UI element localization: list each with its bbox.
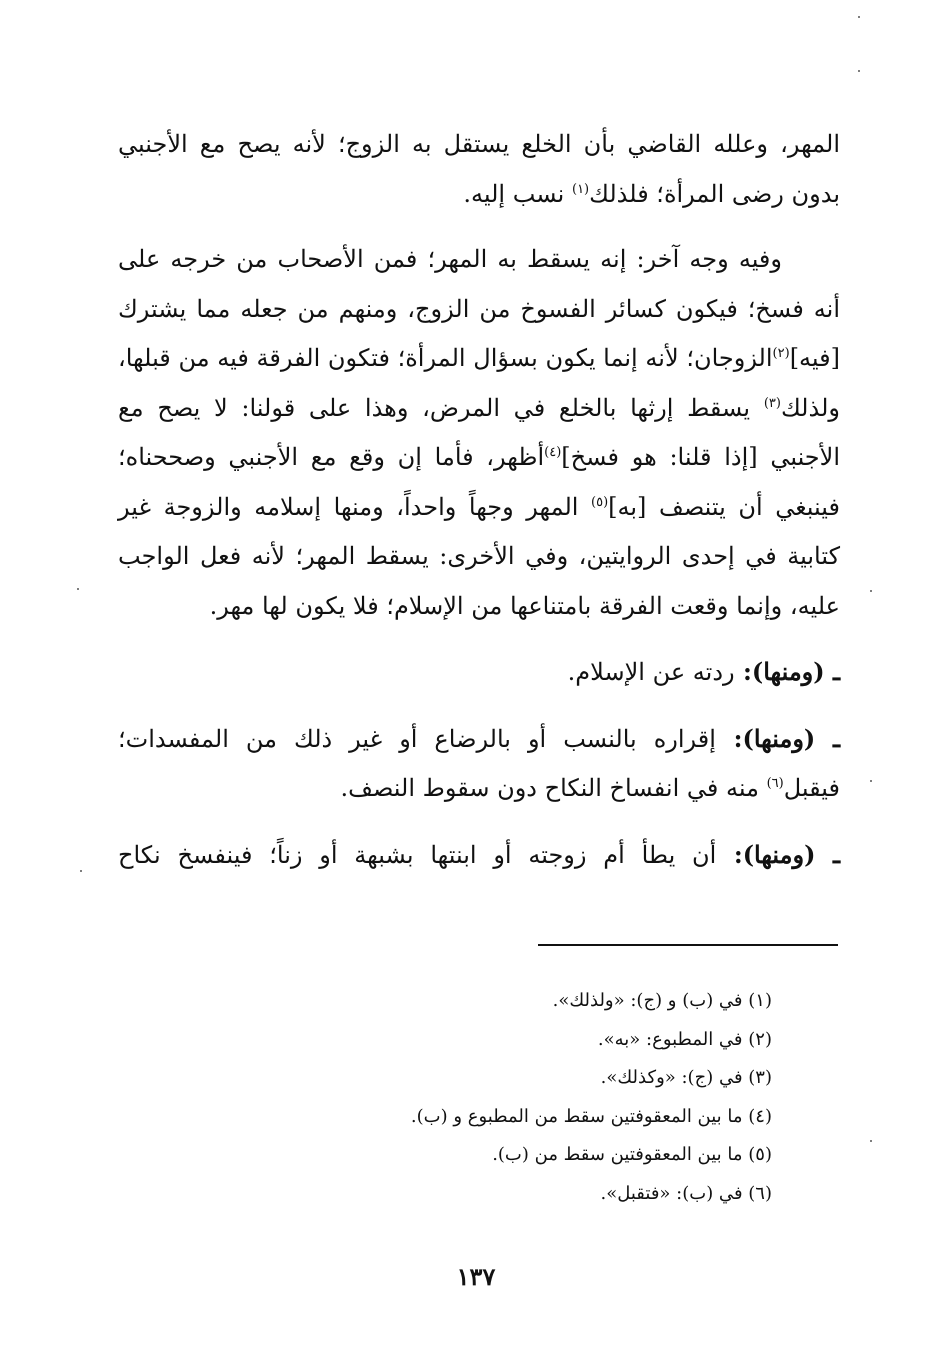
text-line: المهر، وعلله القاضي بأن الخلع يستقل به الزوج؛ لأنه يصح مع الأجنبي: [118, 130, 840, 158]
section-marker: ـ (ومنها):: [715, 723, 841, 753]
footnote-ref[interactable]: (١): [571, 181, 590, 197]
section-marker: ـ (ومنها):: [716, 839, 840, 869]
text-line: ولذلك$^{(٣)}$ يسقط إرثها بالخلع في المرض، وهذا على قولنا: لا يصح مع: [118, 393, 840, 422]
scan-speck: [870, 590, 872, 592]
text-line: وفيه وجه آخر: إنه يسقط به المهر؛ فمن الأصحاب من خرجه على: [118, 245, 782, 273]
text-line: ـ (ومنها): ردته عن الإسلام.: [567, 657, 840, 686]
footnote-2: (٢) في المطبوع: «به».: [597, 1028, 772, 1050]
text-line: ـ (ومنها): أن يطأ أم زوجته أو ابنتها بشبهة أو زناً؛ فينفسخ نكاح: [118, 839, 840, 869]
footnotes: [360, 982, 772, 1213]
text-line: بدون رضى المرأة؛ فلذلك$^{(١)}$ نسب إليه.: [463, 179, 840, 208]
footnote-ref[interactable]: (٣): [763, 395, 781, 411]
text-line: فيقبل$^{(٦)}$ منه في انفساخ النكاح دون سقوط النصف.: [340, 774, 840, 802]
text-line: [فيه]$^{(٢)}$الزوجان؛ لأنه إنما يكون بسؤال المرأة؛ فتكون الفرقة فيه من قبلها،: [118, 344, 840, 372]
text-line: ـ (ومنها): إقراره بالنسب أو بالرضاع أو غير ذلك من المفسدات؛: [118, 723, 841, 753]
footnote-separator: [538, 944, 838, 946]
section-marker: ـ (ومنها):: [734, 657, 840, 686]
paragraph-2: [118, 235, 840, 631]
footnote-1: (١) في (ب) و (ج): «ولذلك».: [552, 990, 772, 1011]
paragraph-3: [118, 647, 840, 698]
footnote-ref[interactable]: (٢): [772, 346, 790, 361]
footnote-6: (٦) في (ب): «فتقبل».: [600, 1182, 772, 1204]
page-number: ١٣٧: [456, 1262, 496, 1291]
text-line: كتابية في إحدى الروايتين، وفي الأخرى: يسقط المهر؛ لأنه فعل الواجب: [118, 542, 840, 570]
footnote-5: (٥) ما بين المعقوفتين سقط من (ب).: [492, 1144, 772, 1165]
paragraph-1: [118, 120, 840, 219]
footnote-ref[interactable]: (٥): [591, 494, 609, 510]
main-text: [118, 120, 840, 880]
text-line: فينبغي أن يتنصف [به]$^{(٥)}$ المهر وجهاً واحداً، ومنها إسلامه والزوجة غير: [118, 492, 840, 521]
scan-speck: [858, 16, 860, 18]
text-line: الأجنبي [إذا قلنا: هو فسخ]$^{(٤)}$أظهر، فأما إن وقع مع الأجنبي وصححناه؛: [118, 443, 841, 471]
text-line: عليه، وإنما وقعت الفرقة بامتناعها من الإسلام؛ فلا يكون لها مهر.: [209, 591, 840, 620]
scan-speck: [870, 1140, 872, 1142]
paragraph-5: [118, 830, 840, 881]
scan-speck: [858, 70, 860, 72]
scan-speck: [77, 588, 79, 590]
footnote-ref[interactable]: (٤): [544, 445, 562, 460]
scan-speck: [80, 870, 82, 872]
footnote-4: (٤) ما بين المعقوفتين سقط من المطبوع و (ب).: [410, 1105, 772, 1127]
text-line: أنه فسخ؛ فيكون كسائر الفسوخ من الزوج، ومنهم من جعله مما يشترك: [118, 294, 840, 323]
footnote-3: (٣) في (ج): «وكذلك».: [600, 1067, 772, 1088]
footnote-ref[interactable]: (٦): [766, 776, 784, 791]
paragraph-4: [118, 714, 840, 814]
scan-speck: [870, 780, 872, 782]
